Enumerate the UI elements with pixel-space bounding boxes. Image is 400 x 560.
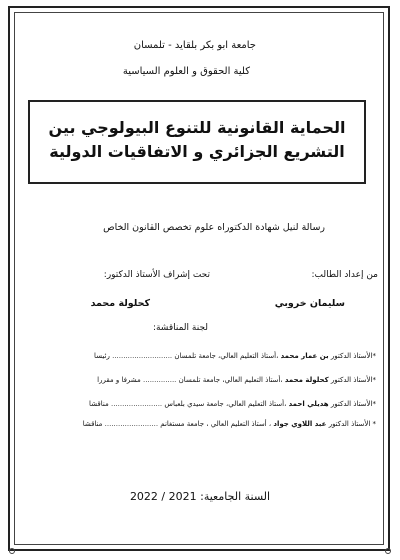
jury-name: كحلولة محمد — [284, 376, 329, 384]
jury-name: عبد اللاوي جواد — [273, 420, 327, 428]
jury-role: مناقشا — [82, 420, 103, 428]
jury-detail: ، أستاذ التعليم العالي ، جامعة مستغانم — [160, 420, 272, 428]
jury-member — [89, 400, 376, 408]
jury-detail: ،أستاذ التعليم العالي، جامعة تلمسان — [178, 376, 283, 384]
corner-ornament-right — [385, 548, 391, 554]
jury-dots: ........................ — [104, 420, 159, 428]
supervised-by-label: تحت إشراف الأستاذ الدكتور: — [103, 270, 210, 280]
jury-dots: ............... — [143, 376, 177, 384]
title-box — [28, 100, 366, 184]
title-line-2: التشريع الجزائري و الاتفاقيات الدولية — [49, 142, 345, 161]
jury-member — [83, 420, 376, 428]
academic-year: السنة الجامعية: 2021 / 2022 — [129, 490, 271, 503]
jury-prefix: *الأستاذ الدكتور — [330, 376, 376, 384]
jury-member — [97, 376, 376, 384]
jury-label: لجنة المناقشة: — [152, 323, 208, 333]
jury-prefix: * الأستاذ الدكتور — [328, 420, 376, 428]
supervisor-name: كحلولة محمد — [90, 298, 150, 309]
jury-dots: ....................... — [110, 400, 163, 408]
jury-detail: ،أستاذ التعليم العالي، جامعة تلمسان — [174, 352, 279, 360]
jury-role: مشرفا و مقررا — [97, 376, 141, 384]
faculty-name: كلية الحقوق و العلوم السياسية — [122, 66, 250, 77]
jury-role: رئيسا — [94, 352, 110, 360]
university-name: جامعة ابو بكر بلقايد - تلمسان — [133, 40, 256, 51]
prepared-by-label: من إعداد الطالب: — [311, 270, 378, 280]
jury-name: هديلي احمد — [288, 400, 329, 408]
student-name: سليمان خروبي — [274, 298, 345, 309]
jury-prefix: *الأستاذ الدكتور — [330, 352, 376, 360]
corner-ornament-left — [9, 548, 15, 554]
thesis-statement: رسالة لنيل شهادة الدكتوراه علوم تخصص القانون الخاص — [103, 222, 325, 233]
jury-name: بن عمار محمد — [280, 352, 329, 360]
jury-detail: ،أستاذ التعليم العالي، جامعة سيدي بلعباس — [164, 400, 287, 408]
jury-role: مناقشا — [89, 400, 109, 408]
title-line-1: الحماية القانونية للتنوع البيولوجي بين — [48, 118, 346, 137]
jury-member — [94, 352, 376, 360]
jury-prefix: *الأستاذ الدكتور — [330, 400, 376, 408]
jury-dots: ........................... — [112, 352, 173, 360]
